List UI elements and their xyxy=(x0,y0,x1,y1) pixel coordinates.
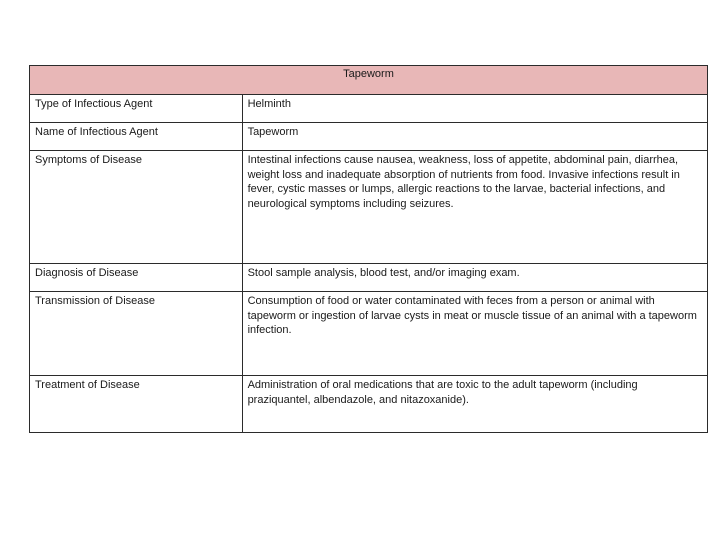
row-value-transmission: Consumption of food or water contaminated with feces from a person or animal with tapeworm or ingestion of larvae cysts in meat or muscle tissue of an animal with a tapeworm infection. xyxy=(247,295,697,336)
row-label-type-of-agent: Type of Infectious Agent xyxy=(35,98,153,110)
row-value-cell xyxy=(242,376,707,433)
row-label-symptoms: Symptoms of Disease xyxy=(35,154,142,166)
row-value-cell xyxy=(242,264,707,292)
row-value-cell xyxy=(242,95,707,123)
table-row xyxy=(30,151,708,264)
row-label-cell xyxy=(30,123,243,151)
row-label-cell xyxy=(30,95,243,123)
row-value-cell xyxy=(242,123,707,151)
table-title-cell xyxy=(30,66,708,95)
row-label-cell xyxy=(30,376,243,433)
table-row xyxy=(30,292,708,376)
row-value-treatment: Administration of oral medications that are toxic to the adult tapeworm (including praziquantel, albendazole, and nitazoxanide). xyxy=(247,379,638,406)
row-label-treatment: Treatment of Disease xyxy=(35,379,140,391)
row-label-name-of-agent: Name of Infectious Agent xyxy=(35,126,158,138)
row-label-cell xyxy=(30,292,243,376)
row-label-transmission: Transmission of Disease xyxy=(35,295,156,307)
table-header-row xyxy=(30,66,708,95)
row-value-diagnosis: Stool sample analysis, blood test, and/or imaging exam. xyxy=(247,267,520,279)
row-value-cell xyxy=(242,151,707,264)
row-label-cell xyxy=(30,151,243,264)
table-row xyxy=(30,264,708,292)
table-title: Tapeworm xyxy=(343,68,394,80)
row-label-diagnosis: Diagnosis of Disease xyxy=(35,267,139,279)
row-value-cell xyxy=(242,292,707,376)
row-value-symptoms: Intestinal infections cause nausea, weakness, loss of appetite, abdominal pain, diarrhea, weight loss and inadequate absorption of nutrients from food. Invasive infections result in fever, cystic masses or lumps, allergic reactions to the larvae, bacterial infections, and neurological symptoms including seizures. xyxy=(247,154,680,210)
table-row xyxy=(30,376,708,433)
row-value-type-of-agent: Helminth xyxy=(247,98,291,110)
table-row xyxy=(30,95,708,123)
table-row xyxy=(30,123,708,151)
row-label-cell xyxy=(30,264,243,292)
disease-info-table xyxy=(29,65,708,433)
row-value-name-of-agent: Tapeworm xyxy=(247,126,299,138)
